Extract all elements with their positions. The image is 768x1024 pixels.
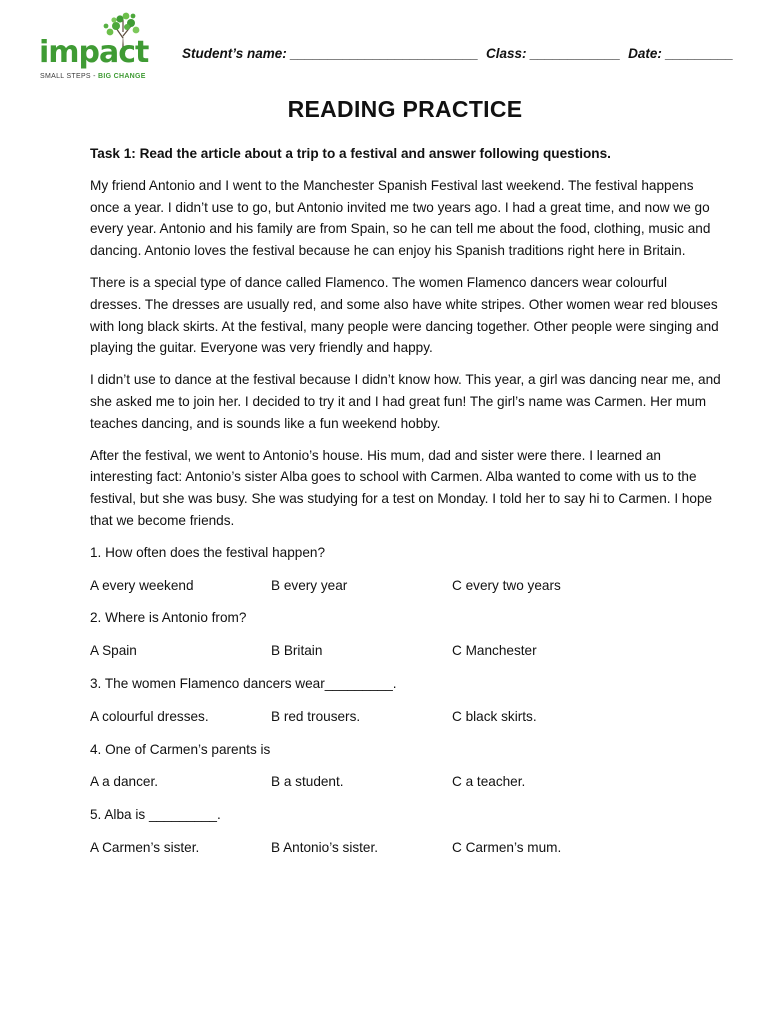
question-text: 5. Alba is _________.: [90, 807, 221, 823]
article-paragraph: After the festival, we went to Antonio’s house. His mum, dad and sister were there. I learned an interesting fact: Antonio’s sister Alba goes to school with Carmen. Alba wanted to come with us to the festival, but she was busy. She was studying for a test on Monday. I told her to say hi to Carmen. I hope that we become friends.: [90, 447, 713, 528]
student-name-field[interactable]: Student’s name: _________________________: [182, 46, 479, 61]
option-a[interactable]: A Spain: [90, 643, 137, 659]
article-paragraph: There is a special type of dance called Flamenco. The women Flamenco dancers wear colourful dresses. The dresses are usually red, and some also have white stripes. Other women wear red blouses with long black skirts. At the festival, many people were dancing together. Other people were singing and playing the guitar. Everyone was very friendly and happy.: [90, 274, 719, 356]
option-b[interactable]: B a student.: [271, 774, 344, 790]
question-text: 4. One of Carmen’s parents is: [90, 741, 271, 757]
answer-options: [90, 575, 722, 597]
logo-tagline-small: SMALL STEPS -: [40, 73, 99, 80]
question-text: 2. Where is Antonio from?: [90, 610, 247, 626]
date-field[interactable]: Date: _________: [628, 46, 734, 61]
worksheet-header: [0, 0, 768, 90]
answer-options: [90, 771, 722, 793]
option-b[interactable]: B red trousers.: [271, 708, 361, 724]
article-paragraph: I didn’t use to dance at the festival because I didn’t know how. This year, a girl was dancing near me, and she asked me to join her. I decided to try it and I had great fun! The girl’s name was Carmen. Her mum teaches dancing, and is sounds like a fun weekend hobby.: [90, 372, 721, 431]
answer-options: [90, 640, 722, 662]
task-instruction: Task 1: Read the article about a trip to a festival and answer following questions.: [90, 146, 611, 161]
impact-logo: [36, 12, 149, 84]
option-c[interactable]: C Manchester: [452, 643, 537, 659]
worksheet-body: [90, 143, 722, 870]
option-c[interactable]: C Carmen’s mum.: [452, 839, 562, 855]
option-b[interactable]: B every year: [271, 577, 348, 593]
logo-tagline: [40, 73, 146, 80]
option-b[interactable]: B Britain: [271, 643, 323, 659]
option-c[interactable]: C every two years: [452, 577, 561, 593]
class-field[interactable]: Class: ____________: [486, 46, 621, 61]
logo-tagline-big: BIG CHANGE: [98, 73, 146, 80]
option-a[interactable]: A a dancer.: [90, 774, 159, 790]
question-text: 3. The women Flamenco dancers wear_________.: [90, 675, 397, 691]
answer-options: [90, 837, 722, 859]
option-c[interactable]: C a teacher.: [452, 774, 526, 790]
option-a[interactable]: A every weekend: [90, 577, 194, 593]
logo-wordmark: impact: [39, 35, 149, 70]
answer-options: [90, 706, 722, 728]
student-info-line: [182, 46, 737, 61]
question-text: 1. How often does the festival happen?: [90, 544, 326, 560]
option-a[interactable]: A Carmen’s sister.: [90, 839, 200, 855]
option-c[interactable]: C black skirts.: [452, 708, 537, 724]
article-paragraph: My friend Antonio and I went to the Manchester Spanish Festival last weekend. The festival happens once a year. I didn’t use to go, but Antonio invited me two years ago. I had a great time, and now we go every year. Antonio and his family are from Spain, so he can tell me about the food, clothing, music and dancing. Antonio loves the festival because he can enjoy his Spanish traditions right here in Britain.: [90, 177, 711, 259]
option-b[interactable]: B Antonio’s sister.: [271, 839, 379, 855]
page-title: READING PRACTICE: [287, 96, 523, 122]
option-a[interactable]: A colourful dresses.: [90, 708, 209, 724]
